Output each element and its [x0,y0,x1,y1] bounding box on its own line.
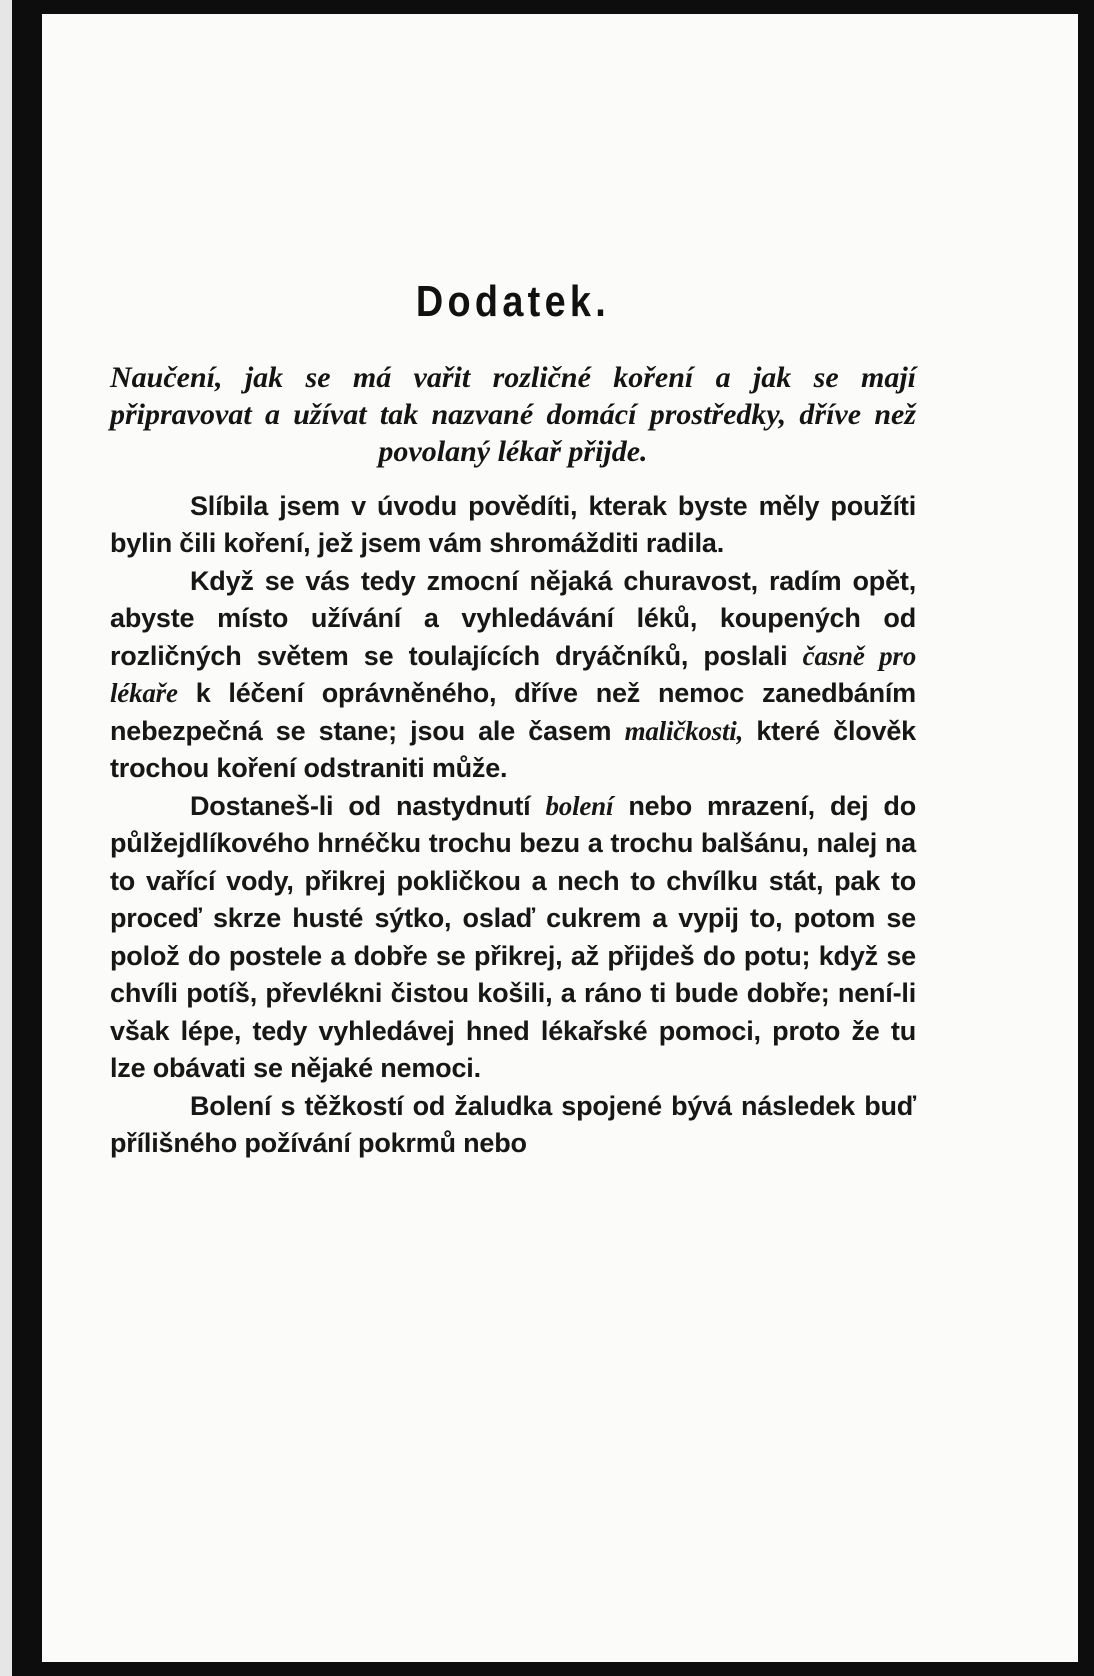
paragraph-1 [110,488,916,563]
emphasis-early-doctor: časně pro lékaře [110,640,916,709]
scan-left-edge [0,0,12,1676]
chapter-heading: Dodatek. [415,277,611,326]
emphasis-trifles: maličkosti, [624,715,744,746]
paragraph-3-text-end: nebo mrazení, dej do půlžejdlíkového hrnéčku trochu bezu a trochu balšánu, nalej na to vařící vody, přikrej pokličkou a nech to chvílku stát, pak to proceď skrze husté sýtko, oslaď cukrem a vypij to, potom se polož do postele a dobře se přikrej, až přijdeš do potu; když se chvíli potíš, převlékni čistou košili, a ráno ti bude dobře; není-li však lépe, tedy vyhledávej hned lékařské pomoci, proto že tu lze obávati se nějaké nemoci. [110,790,917,1084]
paragraph-1-text: Slíbila jsem v úvodu povědíti, kterak byste měly použíti bylin čili koření, jež jsem vám shromážditi radila. [110,490,916,559]
paragraph-3 [110,788,916,1088]
paragraph-4 [110,1088,916,1163]
chapter-subtitle: Naučení, jak se má vařit rozličné koření a jak se mají připravovat a užívat tak nazvané domácí prostředky, dříve než povolaný lékař přijde. [110,360,916,468]
paragraph-2-text-end: které člověk trochou koření odstraniti může. [110,715,916,784]
paragraph-3-text-start: Dostaneš-li od nastydnutí [190,790,546,821]
paragraph-4-text: Bolení s těžkostí od žaludka spojené bývá následek buď přílišného požívání pokrmů nebo [110,1090,916,1159]
page-content [110,276,916,1163]
paragraph-2 [110,563,916,788]
paragraph-2-text-start: Když se vás tedy zmocní nějaká churavost, radím opět, abyste místo užívání a vyhledávání léků, koupených od rozličných světem se toulajících dryáčníků, poslali [110,565,916,671]
book-page [42,14,1078,1662]
emphasis-pain: bolení [545,790,614,821]
paragraph-2-text-middle: k léčení oprávněného, dříve než nemoc zanedbáním nebezpečná se stane; jsou ale časem [110,678,916,746]
